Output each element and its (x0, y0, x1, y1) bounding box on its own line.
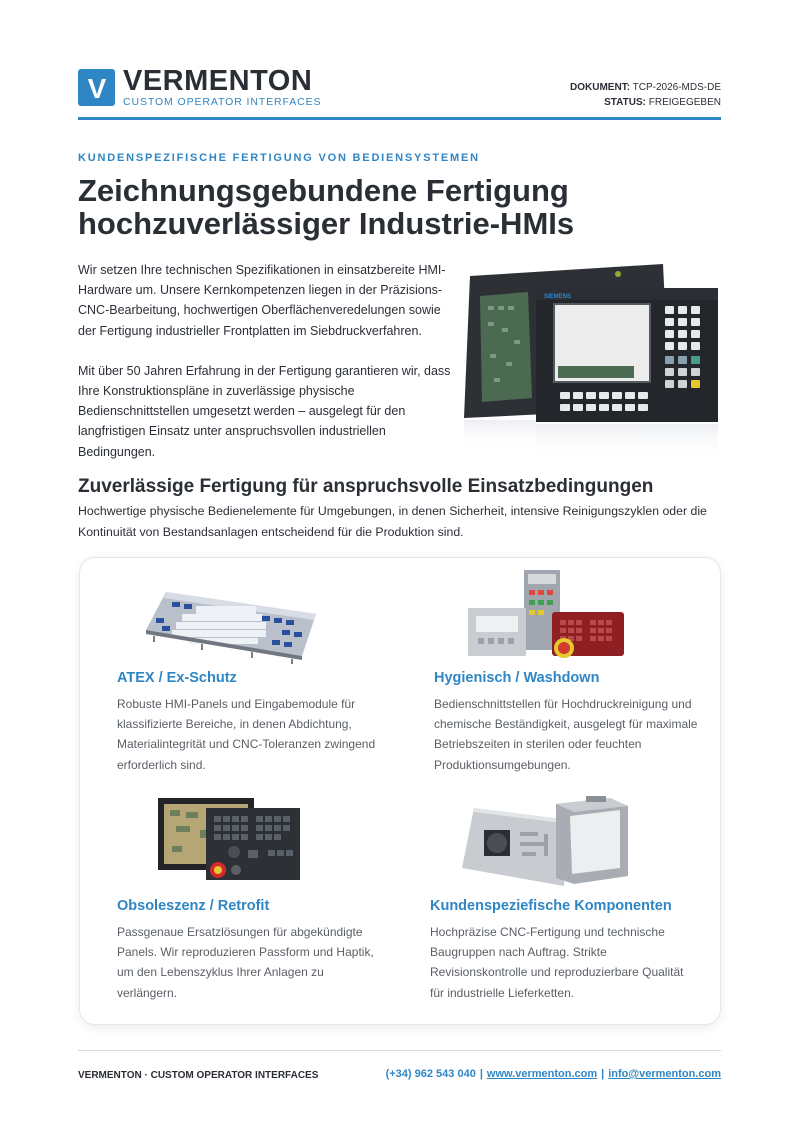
doc-value: TCP-2026-MDS-DE (632, 82, 721, 93)
section-subtitle: Hochwertige physische Bedienelemente für Umgebungen, in denen Sicherheit, intensive Reinigungszyklen oder die Kontinuität von Bestandsanlagen entscheidend für die Produktion sind. (78, 504, 707, 539)
feature-hygienic-title: Hygienisch / Washdown (434, 670, 600, 686)
footer-separator: | (601, 1068, 605, 1080)
status-label: STATUS: (604, 97, 646, 108)
feature-atex-title: ATEX / Ex-Schutz (117, 670, 237, 686)
feature-custom-components (430, 898, 700, 1003)
kicker: KUNDENSPEZIFISCHE FERTIGUNG VON BEDIENSYSTEMEN (78, 152, 480, 164)
feature-hygienic (434, 670, 704, 775)
intro-text (78, 260, 458, 462)
atex-keyboard-image (142, 584, 320, 664)
footer-website-link[interactable]: www.vermenton.com (486, 1068, 598, 1080)
feature-atex (117, 670, 387, 775)
feature-retrofit-body: Passgenaue Ersatzlösungen für abgekündigte Panels. Wir reproduzieren Passform und Haptik, um den Lebenszyklus Ihrer Anlagen zu verlängern. (117, 925, 374, 1000)
status-value: FREIGEGEBEN (648, 97, 721, 108)
document-meta (570, 80, 721, 110)
page-title (78, 174, 638, 240)
hygienic-panels-image (466, 568, 626, 658)
title-line-1: Zeichnungsgebundene Fertigung (78, 173, 569, 208)
brand-tagline: CUSTOM OPERATOR INTERFACES (123, 96, 322, 108)
footer-phone[interactable]: (+34) 962 543 040 (385, 1068, 476, 1080)
footer-divider (78, 1050, 721, 1051)
footer-email-link[interactable]: info@vermenton.com (608, 1068, 721, 1080)
brand-logo (78, 67, 321, 108)
section-title: Zuverlässige Fertigung für anspruchsvolle Einsatzbedingungen (78, 476, 654, 497)
brand-name: VERMENTON (123, 65, 313, 97)
feature-retrofit (117, 898, 387, 1003)
feature-retrofit-title: Obsoleszenz / Retrofit (117, 898, 270, 914)
feature-atex-body: Robuste HMI-Panels und Eingabemodule für klassifizierte Bereiche, in denen Abdichtung, Materialintegrität und CNC-Toleranzen zwingend erforderlich sind. (117, 697, 376, 772)
logo-mark (78, 69, 115, 106)
doc-label: DOKUMENT: (570, 82, 631, 93)
footer-separator: | (479, 1068, 483, 1080)
features-card (79, 557, 721, 1025)
feature-components-body: Hochpräzise CNC-Fertigung und technische Baugruppen nach Auftrag. Strikte Revisionskontrolle und reproduzierbare Qualität für industrielle Lieferketten. (430, 925, 684, 1000)
logo-letter: V (87, 72, 106, 103)
feature-components-title: Kundenspeziefische Komponenten (430, 898, 672, 914)
v-logo-icon (82, 73, 112, 103)
intro-paragraph-1: Wir setzen Ihre technischen Spezifikationen in einsatzbereite HMI-Hardware um. Unsere Kernkompetenzen liegen in der Präzisions-CNC-Bearbeitung, hochwertigen Oberflächenveredelungen sowie der Fertigung industrieller Frontplatten im Siebdruckverfahren. (78, 263, 446, 338)
retrofit-panels-image (156, 796, 302, 884)
title-line-2: hochzuverlässiger Industrie-HMIs (78, 206, 575, 241)
panel-brand-label: SIEMENS (544, 294, 572, 300)
footer-company: VERMENTON · CUSTOM OPERATOR INTERFACES (78, 1070, 319, 1081)
footer-contact (386, 1068, 721, 1080)
feature-hygienic-body: Bedienschnittstellen für Hochdruckreinigung und chemische Beständigkeit, ausgelegt für maximale Betriebszeiten in sterilen oder feuchten Produktionsumgebungen. (434, 697, 698, 772)
header-divider (78, 117, 721, 120)
hero-cnc-panels-image (458, 258, 728, 468)
custom-components-image (460, 794, 634, 890)
intro-paragraph-2: Mit über 50 Jahren Erfahrung in der Fertigung garantieren wir, dass Ihre Konstruktionspläne in zuverlässige physische Bedienschnittstellen umgesetzt werden – ausgelegt für den langfristigen Einsatz unter anspruchsvollen industriellen Bedingungen. (78, 363, 451, 459)
